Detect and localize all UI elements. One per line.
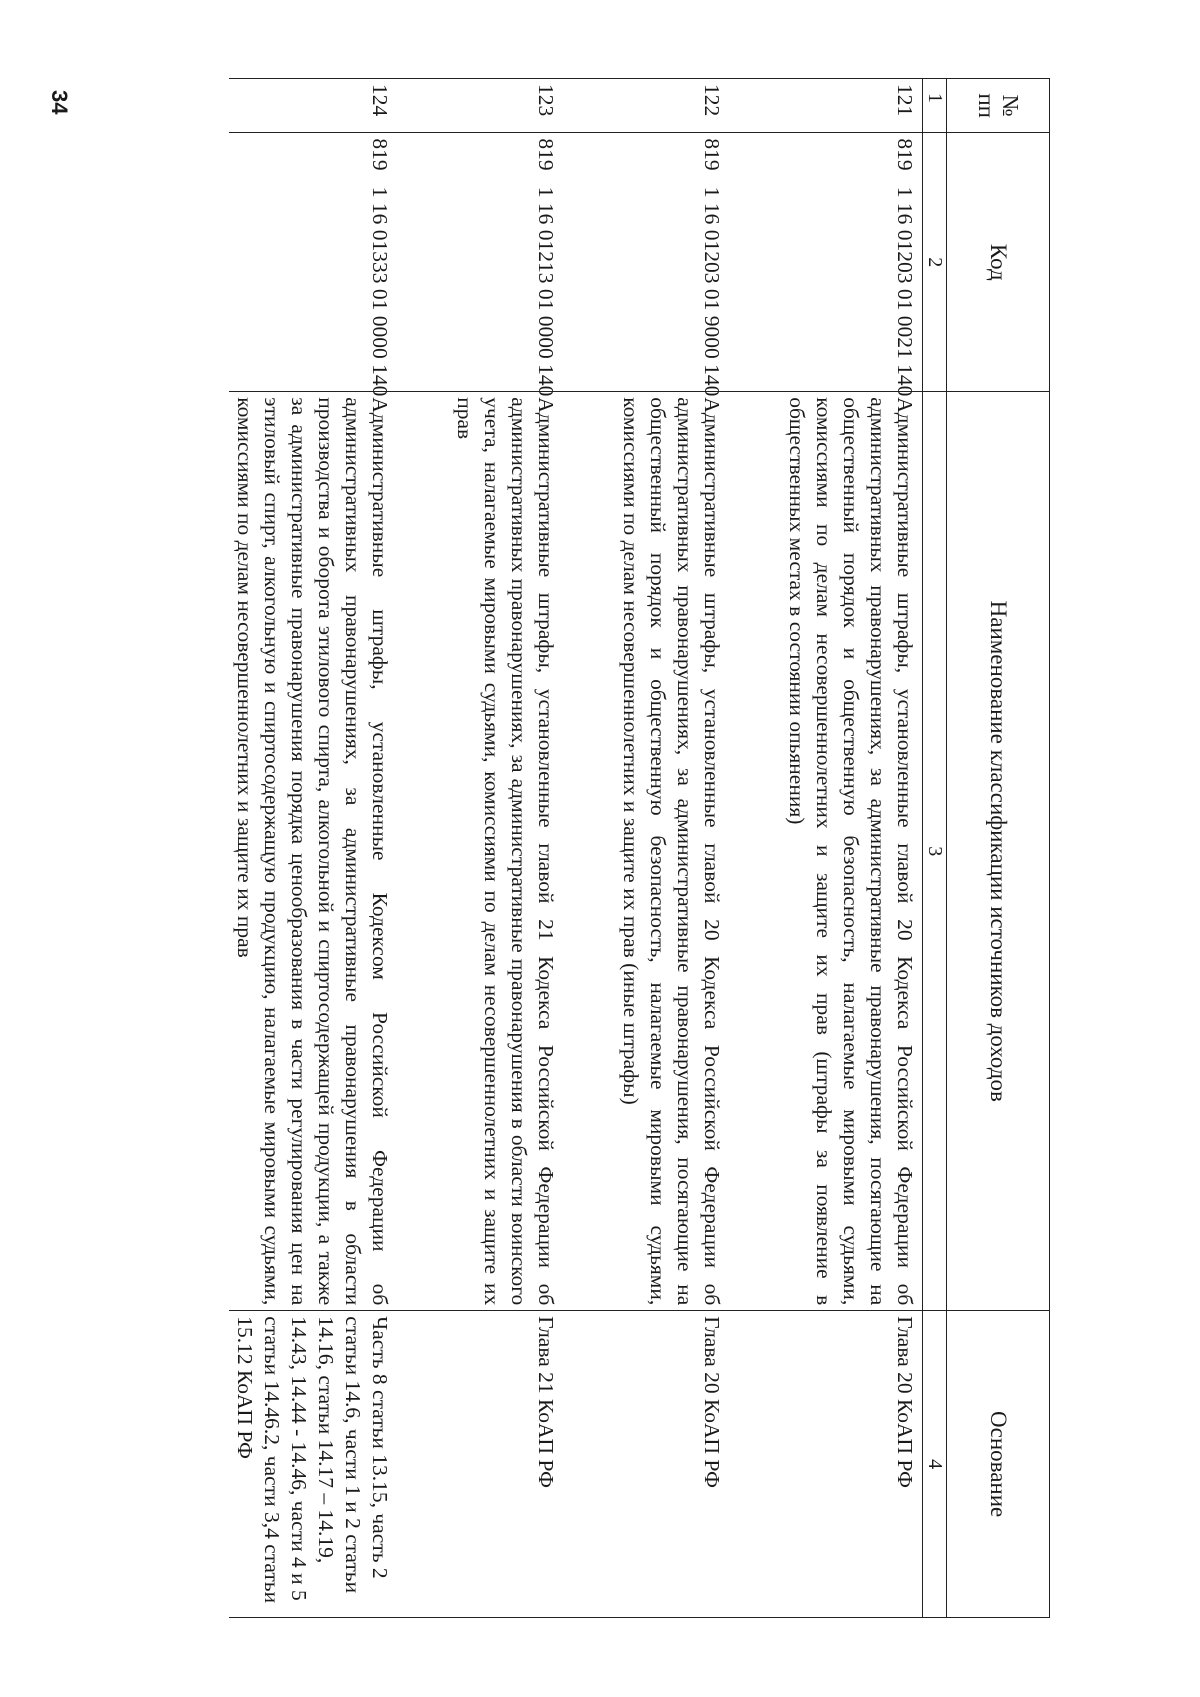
header-num: № пп — [947, 79, 1050, 133]
revenue-code: 1 16 01333 01 0000 140 — [368, 186, 392, 397]
header-row — [947, 79, 1050, 1618]
table-row — [449, 79, 563, 1618]
table-row — [615, 79, 729, 1618]
header-code: Код — [947, 133, 1050, 392]
row-number: 121 — [893, 84, 917, 117]
row-spacer — [397, 79, 449, 1618]
row-number-cell — [229, 79, 397, 133]
revenue-code: 1 16 01203 01 0021 140 — [893, 186, 917, 397]
row-spacer — [729, 79, 781, 1618]
revenue-name: Административные штрафы, установленные главой 20 Кодекса Российской Федерации об административных правонарушениях, за административные правонарушения, посягающие на общественный порядок и общественную безопасность, налагаемые мировыми судьями, комиссиями по делам несовершеннолетних и защите их прав (иные штрафы) — [615, 392, 729, 1311]
column-number-4: 4 — [923, 1311, 947, 1618]
row-number: 124 — [368, 84, 392, 117]
revenue-code: 1 16 01203 01 9000 140 — [700, 186, 724, 397]
row-number-cell — [781, 79, 923, 133]
column-number-1: 1 — [923, 79, 947, 133]
admin-code: 819 — [368, 138, 392, 171]
admin-code: 819 — [700, 138, 724, 171]
code-cell — [615, 133, 729, 397]
row-spacer — [563, 79, 615, 1618]
legal-basis: Глава 20 КоАП РФ — [781, 1311, 923, 1618]
page-number: 34 — [47, 90, 72, 115]
row-number-cell — [449, 79, 563, 133]
code-cell — [781, 133, 923, 397]
header-basis: Основание — [947, 1311, 1050, 1618]
code-cell — [229, 133, 397, 397]
revenue-name: Административные штрафы, установленные Кодексом Российской Федерации об административных правонарушениях, за административные правонарушения в области производства и оборота этилового спирта, алкогольной и спиртосодержащей продукции, а также за административные правонарушения порядка ценообразования в части регулирования цен на этиловый спирт, алкогольную и спиртосодержащую продукцию, налагаемые мировыми судьями, комиссиями по делам несовершеннолетних и защите их прав — [229, 392, 397, 1311]
legal-basis: Часть 8 статьи 13.15, часть 2 статьи 14.6, части 1 и 2 статьи 14.16, статьи 14.17 – 14.19, 14.43, 14.44 - 14.46, части 4 и 5 статьи 14.46.2, части 3,4 статьи 15.12 КоАП РФ — [229, 1311, 397, 1618]
table-row — [229, 79, 397, 1618]
row-number-cell — [615, 79, 729, 133]
code-cell — [449, 133, 563, 397]
column-number-3: 3 — [923, 392, 947, 1311]
admin-code: 819 — [534, 138, 558, 171]
row-number: 123 — [534, 84, 558, 117]
admin-code: 819 — [893, 138, 917, 171]
legal-basis: Глава 20 КоАП РФ — [615, 1311, 729, 1618]
column-number-row — [923, 79, 947, 1618]
revenue-name: Административные штрафы, установленные главой 21 Кодекса Российской Федерации об административных правонарушениях, за административные правонарушения в области воинского учета, налагаемые мировыми судьями, комиссиями по делам несовершеннолетних и защите их прав — [449, 392, 563, 1311]
revenue-classification-table — [229, 78, 1050, 1618]
header-name: Наименование классификации источников доходов — [947, 392, 1050, 1311]
revenue-name: Административные штрафы, установленные главой 20 Кодекса Российской Федерации об административных правонарушениях, за административные правонарушения, посягающие на общественный порядок и общественную безопасность, налагаемые мировыми судьями, комиссиями по делам несовершеннолетних и защите их прав (штрафы за появление в общественных местах в состоянии опьянения) — [781, 392, 923, 1311]
table-row — [781, 79, 923, 1618]
revenue-classification-table-container — [229, 78, 1050, 1618]
legal-basis: Глава 21 КоАП РФ — [449, 1311, 563, 1618]
column-number-2: 2 — [923, 133, 947, 392]
revenue-code: 1 16 01213 01 0000 140 — [534, 186, 558, 397]
row-number: 122 — [700, 84, 724, 117]
